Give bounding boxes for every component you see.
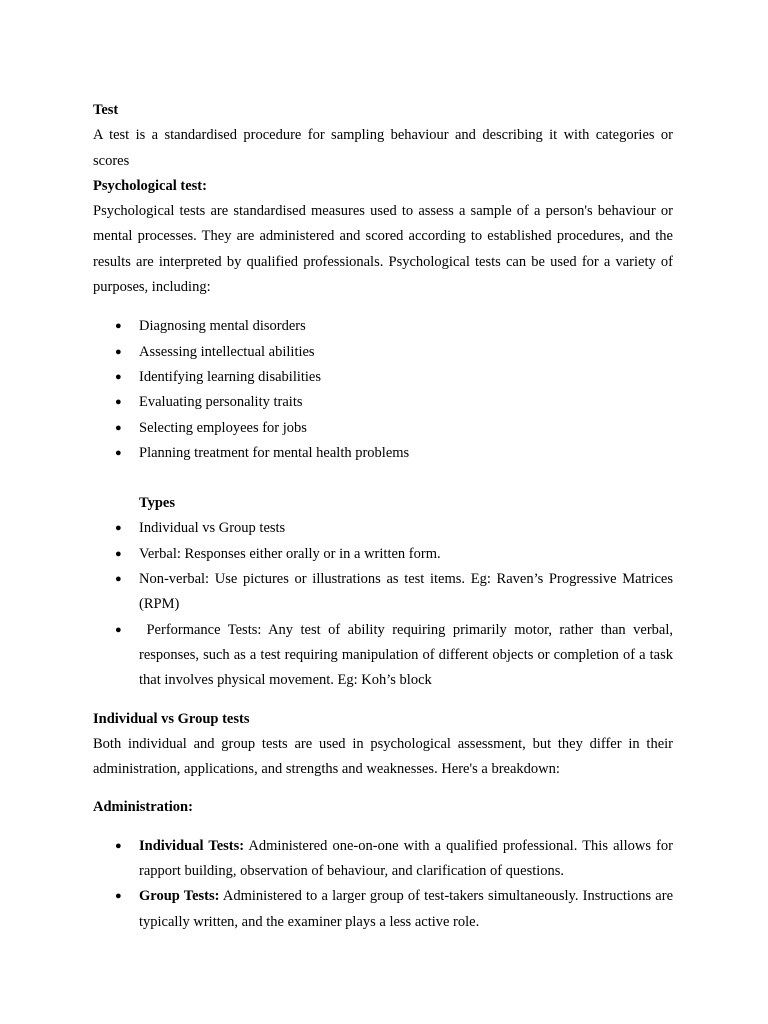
bullet-icon: ● — [115, 623, 122, 636]
item-label: Individual Tests: — [139, 837, 245, 854]
bullet-icon: ● — [115, 370, 122, 383]
bullet-icon: ● — [115, 573, 122, 586]
list-item: ● Assessing intellectual abilities — [93, 340, 673, 365]
purposes-list — [93, 314, 673, 466]
bullet-icon: ● — [115, 345, 122, 358]
psychological-test-description: Psychological tests are standardised measures used to assess a sample of a person's behaviour or mental processes. They are administered and scored according to established procedures, and the results are interpreted by qualified professionals. Psychological tests can be used for a variety of purposes, including: — [93, 203, 673, 296]
list-item: ● Planning treatment for mental health problems — [93, 441, 673, 466]
administration-heading: Administration: — [93, 799, 193, 816]
psychological-test-heading: Psychological test: — [93, 177, 207, 194]
bullet-icon: ● — [115, 547, 122, 560]
list-item: ● Non-verbal: Use pictures or illustrations as test items. Eg: Raven’s Progressive Matrices (RPM) — [93, 567, 673, 618]
list-item: ● Identifying learning disabilities — [93, 365, 673, 390]
list-item: ● Verbal: Responses either orally or in a written form. — [93, 542, 673, 567]
list-item — [93, 884, 677, 935]
bullet-icon: ● — [115, 890, 122, 903]
item-label: Group Tests: — [139, 888, 220, 905]
item-text: Administered one-on-one with a qualified professional. This allows for rapport building, observation of behaviour, and clarification of questions. — [139, 837, 677, 880]
bullet-icon: ● — [115, 522, 122, 535]
item-text: Administered to a larger group of test-takers simultaneously. Instructions are typically written, and the examiner plays a less active role. — [139, 888, 677, 930]
individual-vs-group-heading: Individual vs Group tests — [93, 710, 250, 727]
types-list — [93, 516, 677, 693]
bullet-icon: ● — [115, 839, 122, 852]
bullet-icon: ● — [115, 446, 122, 459]
bullet-icon: ● — [115, 421, 122, 434]
document-page — [93, 98, 677, 935]
administration-list — [93, 834, 677, 935]
test-heading: Test — [93, 102, 119, 118]
list-item: ● Performance Tests: Any test of ability requiring primarily motor, rather than verbal, responses, such as a test requiring manipulation of different objects or completion of a task that involves physical movement. Eg: Koh’s block — [93, 618, 673, 694]
test-definition: A test is a standardised procedure for sampling behaviour and describing it with categories or scores — [93, 127, 673, 169]
bullet-icon: ● — [115, 320, 122, 333]
list-item: ● Evaluating personality traits — [93, 390, 673, 415]
list-item: ● Individual vs Group tests — [93, 516, 673, 541]
individual-vs-group-description: Both individual and group tests are used in psychological assessment, but they differ in their administration, applications, and strengths and weaknesses. Here's a breakdown: — [93, 735, 673, 778]
types-heading: Types — [139, 495, 175, 512]
bullet-icon: ● — [115, 396, 122, 409]
list-item: ● Selecting employees for jobs — [93, 416, 673, 441]
list-item: ● Diagnosing mental disorders — [93, 314, 673, 339]
list-item — [93, 834, 677, 885]
